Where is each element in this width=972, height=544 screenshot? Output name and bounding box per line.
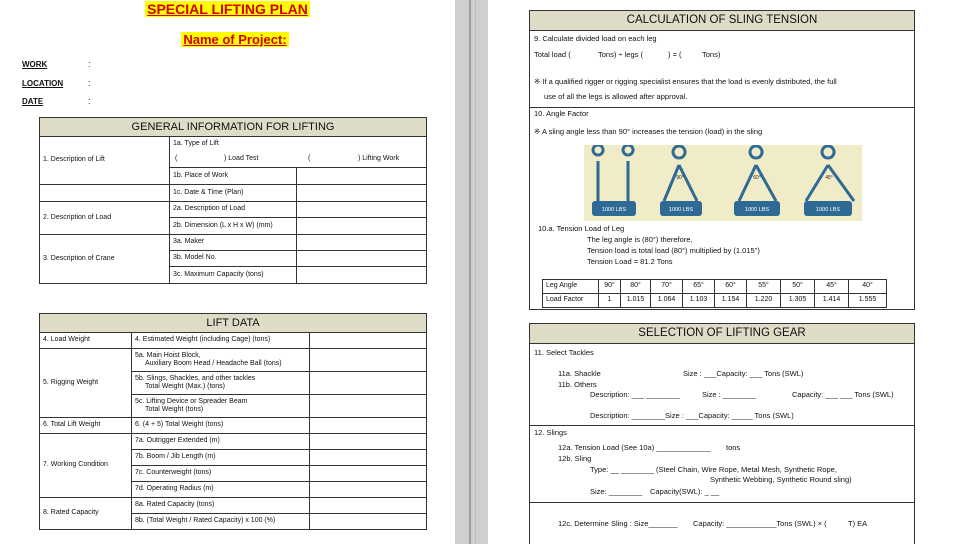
others-description-2[interactable]: Description: ________Size : ___Capacity: _____ Tons (SWL) (590, 411, 794, 420)
weight-label-2: 1000 LBS (668, 207, 694, 213)
date-time-plan-value[interactable] (297, 185, 427, 202)
description-of-load-label: 2a. Description of Load (170, 202, 297, 218)
model-no-label: 3b. Model No. (170, 251, 297, 267)
sling-size-field[interactable]: Size: ________ (590, 487, 643, 496)
tons-close-text: Tons) (702, 50, 721, 59)
sling-angle-illustration (584, 145, 862, 221)
tension-load-unit: tons (726, 443, 741, 452)
lifting-gear-header: SELECTION OF LIFTING GEAR (530, 324, 914, 344)
general-info-header: GENERAL INFORMATION FOR LIFTING (40, 118, 427, 137)
estimated-weight-label: 4. Estimated Weight (including Cage) (tons) (132, 333, 310, 349)
working-condition-group: 7. Working Condition (40, 434, 132, 498)
others-description-1[interactable]: Description: ___ ________ (590, 390, 680, 399)
angle-cell: 55° (747, 280, 781, 294)
maker-value[interactable] (297, 235, 427, 251)
group-description-of-crane: 3. Description of Crane (40, 235, 170, 284)
leg-angle-label: Leg Angle (543, 280, 599, 294)
angle-factor-table (542, 279, 887, 308)
angle-cell: 45° (815, 280, 849, 294)
general-info-table (39, 117, 427, 284)
determine-sling-size[interactable]: 12c. Determine Sling : Size_______ (558, 519, 678, 528)
s10-heading: 10. Angle Factor (534, 109, 589, 118)
slings-shackles-label: 5b. Slings, Shackles, and other tackles Total Weight (Max.) (tons) (132, 372, 310, 395)
dimension-value[interactable] (297, 218, 427, 235)
sling-label: 12b. Sling (558, 454, 592, 463)
others-label: 11b. Others (558, 380, 597, 389)
place-of-work-value[interactable] (297, 168, 427, 185)
total-weight-label: 6. (4 + 5) Total Weight (tons) (132, 418, 310, 434)
angle-cell: 50° (781, 280, 815, 294)
counterweight-label: 7c. Counterweight (tons) (132, 466, 310, 482)
dimension-label: 2b. Dimension (L x H x W) (mm) (170, 218, 297, 235)
lifting-gear-section (529, 323, 915, 544)
angle-cell: 70° (651, 280, 683, 294)
sling-type-options-2: Synthetic Webbing, Synthetic Round sling) (710, 475, 852, 484)
lift-data-table (39, 313, 427, 530)
sling-type-field[interactable]: Type: __ ________ (590, 465, 655, 474)
others-capacity-1[interactable]: Capacity: ___ ___ Tons (SWL) (792, 390, 894, 399)
boom-jib-length-label: 7b. Boom / Jib Length (m) (132, 450, 310, 466)
max-capacity-label: 3c. Maximum Capacity (tons) (170, 267, 297, 284)
s11-heading: 11. Select Tackles (534, 348, 594, 357)
operating-radius-value[interactable] (310, 482, 427, 498)
group-description-of-lift: 1. Description of Lift (40, 137, 170, 185)
others-size-1[interactable]: Size : ________ (702, 390, 757, 399)
work-colon: : (88, 59, 91, 69)
angle-label-60: 60° (753, 175, 761, 181)
angle-cell: 60° (715, 280, 747, 294)
group-description-of-load: 2. Description of Load (40, 202, 170, 235)
weight-label-1: 1000 LBS (601, 207, 627, 213)
factor-cell: 1.154 (715, 294, 747, 308)
right-page (488, 0, 972, 544)
left-page (0, 0, 455, 544)
tension-load-field[interactable]: 12a. Tension Load (See 10a) _____________ (558, 443, 711, 452)
date-label: DATE (22, 97, 44, 106)
weight-label-4: 1000 LBS (815, 207, 841, 213)
angle-cell: 90° (599, 280, 621, 294)
total-lift-weight-group: 6. Total Lift Weight (40, 418, 132, 434)
s10a-line1: The leg angle is (80°) therefore, (587, 235, 693, 244)
factor-cell: 1.220 (747, 294, 781, 308)
page-edge-right (475, 0, 476, 544)
s10a-line2: Tension load is total load (80°) multiplied by (1.015") (587, 246, 760, 255)
type-of-lift-label: 1a. Type of Lift (170, 137, 427, 152)
angle-label-90: 90° (676, 175, 684, 181)
load-test-option[interactable]: ) Load Test (224, 154, 259, 162)
note-sling-angle: ※ A sling angle less than 90° increases the tension (load) in the sling (534, 127, 763, 136)
factor-cell: 1.305 (781, 294, 815, 308)
note-qualified-rigger: ※ If a qualified rigger or rigging specialist ensures that the load is evenly distributed, the full (534, 77, 837, 86)
rated-capacity-group: 8. Rated Capacity (40, 498, 132, 530)
factor-cell: 1 (599, 294, 621, 308)
factor-cell: 1.064 (651, 294, 683, 308)
main-hoist-block-value[interactable] (310, 349, 427, 372)
capacity-percent-label: 8b. (Total Weight / Rated Capacity) x 100 (%) (132, 514, 310, 530)
s12-heading: 12. Slings (534, 428, 567, 437)
max-capacity-value[interactable] (297, 267, 427, 284)
page-edge-left (469, 0, 471, 544)
date-colon: : (88, 96, 91, 106)
place-of-work-label: 1b. Place of Work (170, 168, 297, 185)
note-qualified-rigger-cont: use of all the legs is allowed after approval. (544, 92, 688, 101)
equals-text: ) = ( (668, 50, 682, 59)
s10a-heading: 10.a. Tension Load of Leg (538, 224, 625, 233)
determine-sling-capacity[interactable]: Capacity: ____________Tons (SWL) × ( (693, 519, 827, 528)
plan-title: SPECIAL LIFTING PLAN (147, 1, 308, 17)
boom-jib-length-value[interactable] (310, 450, 427, 466)
description-of-load-value[interactable] (297, 202, 427, 218)
work-label: WORK (22, 60, 48, 69)
capacity-percent-value[interactable] (310, 514, 427, 530)
outrigger-label: 7a. Outrigger Extended (m) (132, 434, 310, 450)
sling-tension-section (529, 10, 915, 310)
angle-label-45: 45° (825, 175, 833, 181)
angle-cell: 80° (621, 280, 651, 294)
lift-data-header: LIFT DATA (40, 314, 427, 333)
weight-label-3: 1000 LBS (744, 207, 770, 213)
sling-angle-svg (584, 145, 862, 221)
shackle-size-capacity[interactable]: Size : ___Capacity: ___ Tons (SWL) (683, 369, 804, 378)
tons-legs-text: Tons) ÷ legs ( (598, 50, 643, 59)
rated-capacity-label: 8a. Rated Capacity (tons) (132, 498, 310, 514)
location-label: LOCATION (22, 79, 64, 88)
factor-cell: 1.015 (621, 294, 651, 308)
estimated-weight-value[interactable] (310, 333, 427, 349)
outrigger-value[interactable] (310, 434, 427, 450)
shackle-label: 11a. Shackle (558, 369, 601, 378)
angle-cell: 65° (683, 280, 715, 294)
factor-cell: 1.103 (683, 294, 715, 308)
determine-sling-ea: T) EA (848, 519, 868, 528)
factor-cell: 1.555 (849, 294, 887, 308)
load-factor-row (543, 294, 887, 308)
rated-capacity-value[interactable] (310, 498, 427, 514)
slings-shackles-value[interactable] (310, 372, 427, 395)
factor-cell: 1.414 (815, 294, 849, 308)
leg-angle-row (543, 280, 887, 294)
main-hoist-block-label: 5a. Main Hoist Block, Auxiliary Boom Head / Headache Ball (tons) (132, 349, 310, 372)
load-test-paren: ( (175, 154, 178, 162)
lifting-work-option[interactable]: ) Lifting Work (358, 154, 400, 162)
counterweight-value[interactable] (310, 466, 427, 482)
type-of-lift-options (170, 152, 427, 168)
maker-label: 3a. Maker (170, 235, 297, 251)
page-gutter (455, 0, 488, 544)
s9-heading: 9. Calculate divided load on each leg (534, 34, 657, 43)
operating-radius-label: 7d. Operating Radius (m) (132, 482, 310, 498)
date-time-plan-label: 1c. Date & Time (Plan) (170, 185, 297, 202)
total-load-text: Total load ( (534, 50, 571, 59)
angle-cell: 40° (849, 280, 887, 294)
load-factor-label: Load Factor (543, 294, 599, 308)
model-no-value[interactable] (297, 251, 427, 267)
s10a-line3: Tension Load = 81.2 Tons (587, 257, 673, 266)
location-colon: : (88, 78, 91, 88)
project-name-label: Name of Project: (183, 32, 287, 47)
rigging-weight-group: 5. Rigging Weight (40, 349, 132, 418)
lifting-device-label: 5c. Lifting Device or Spreader Beam Total Weight (tons) (132, 395, 310, 418)
total-weight-value[interactable] (310, 418, 427, 434)
sling-type-options-1: (Steel Chain, Wire Rope, Metal Mesh, Synthetic Rope, (656, 465, 837, 474)
lifting-work-paren: ( (308, 154, 311, 162)
load-weight-group: 4. Load Weight (40, 333, 132, 349)
lifting-device-value[interactable] (310, 395, 427, 418)
sling-capacity-field[interactable]: Capacity(SWL): _ __ (650, 487, 720, 496)
sling-tension-header: CALCULATION OF SLING TENSION (530, 11, 914, 31)
